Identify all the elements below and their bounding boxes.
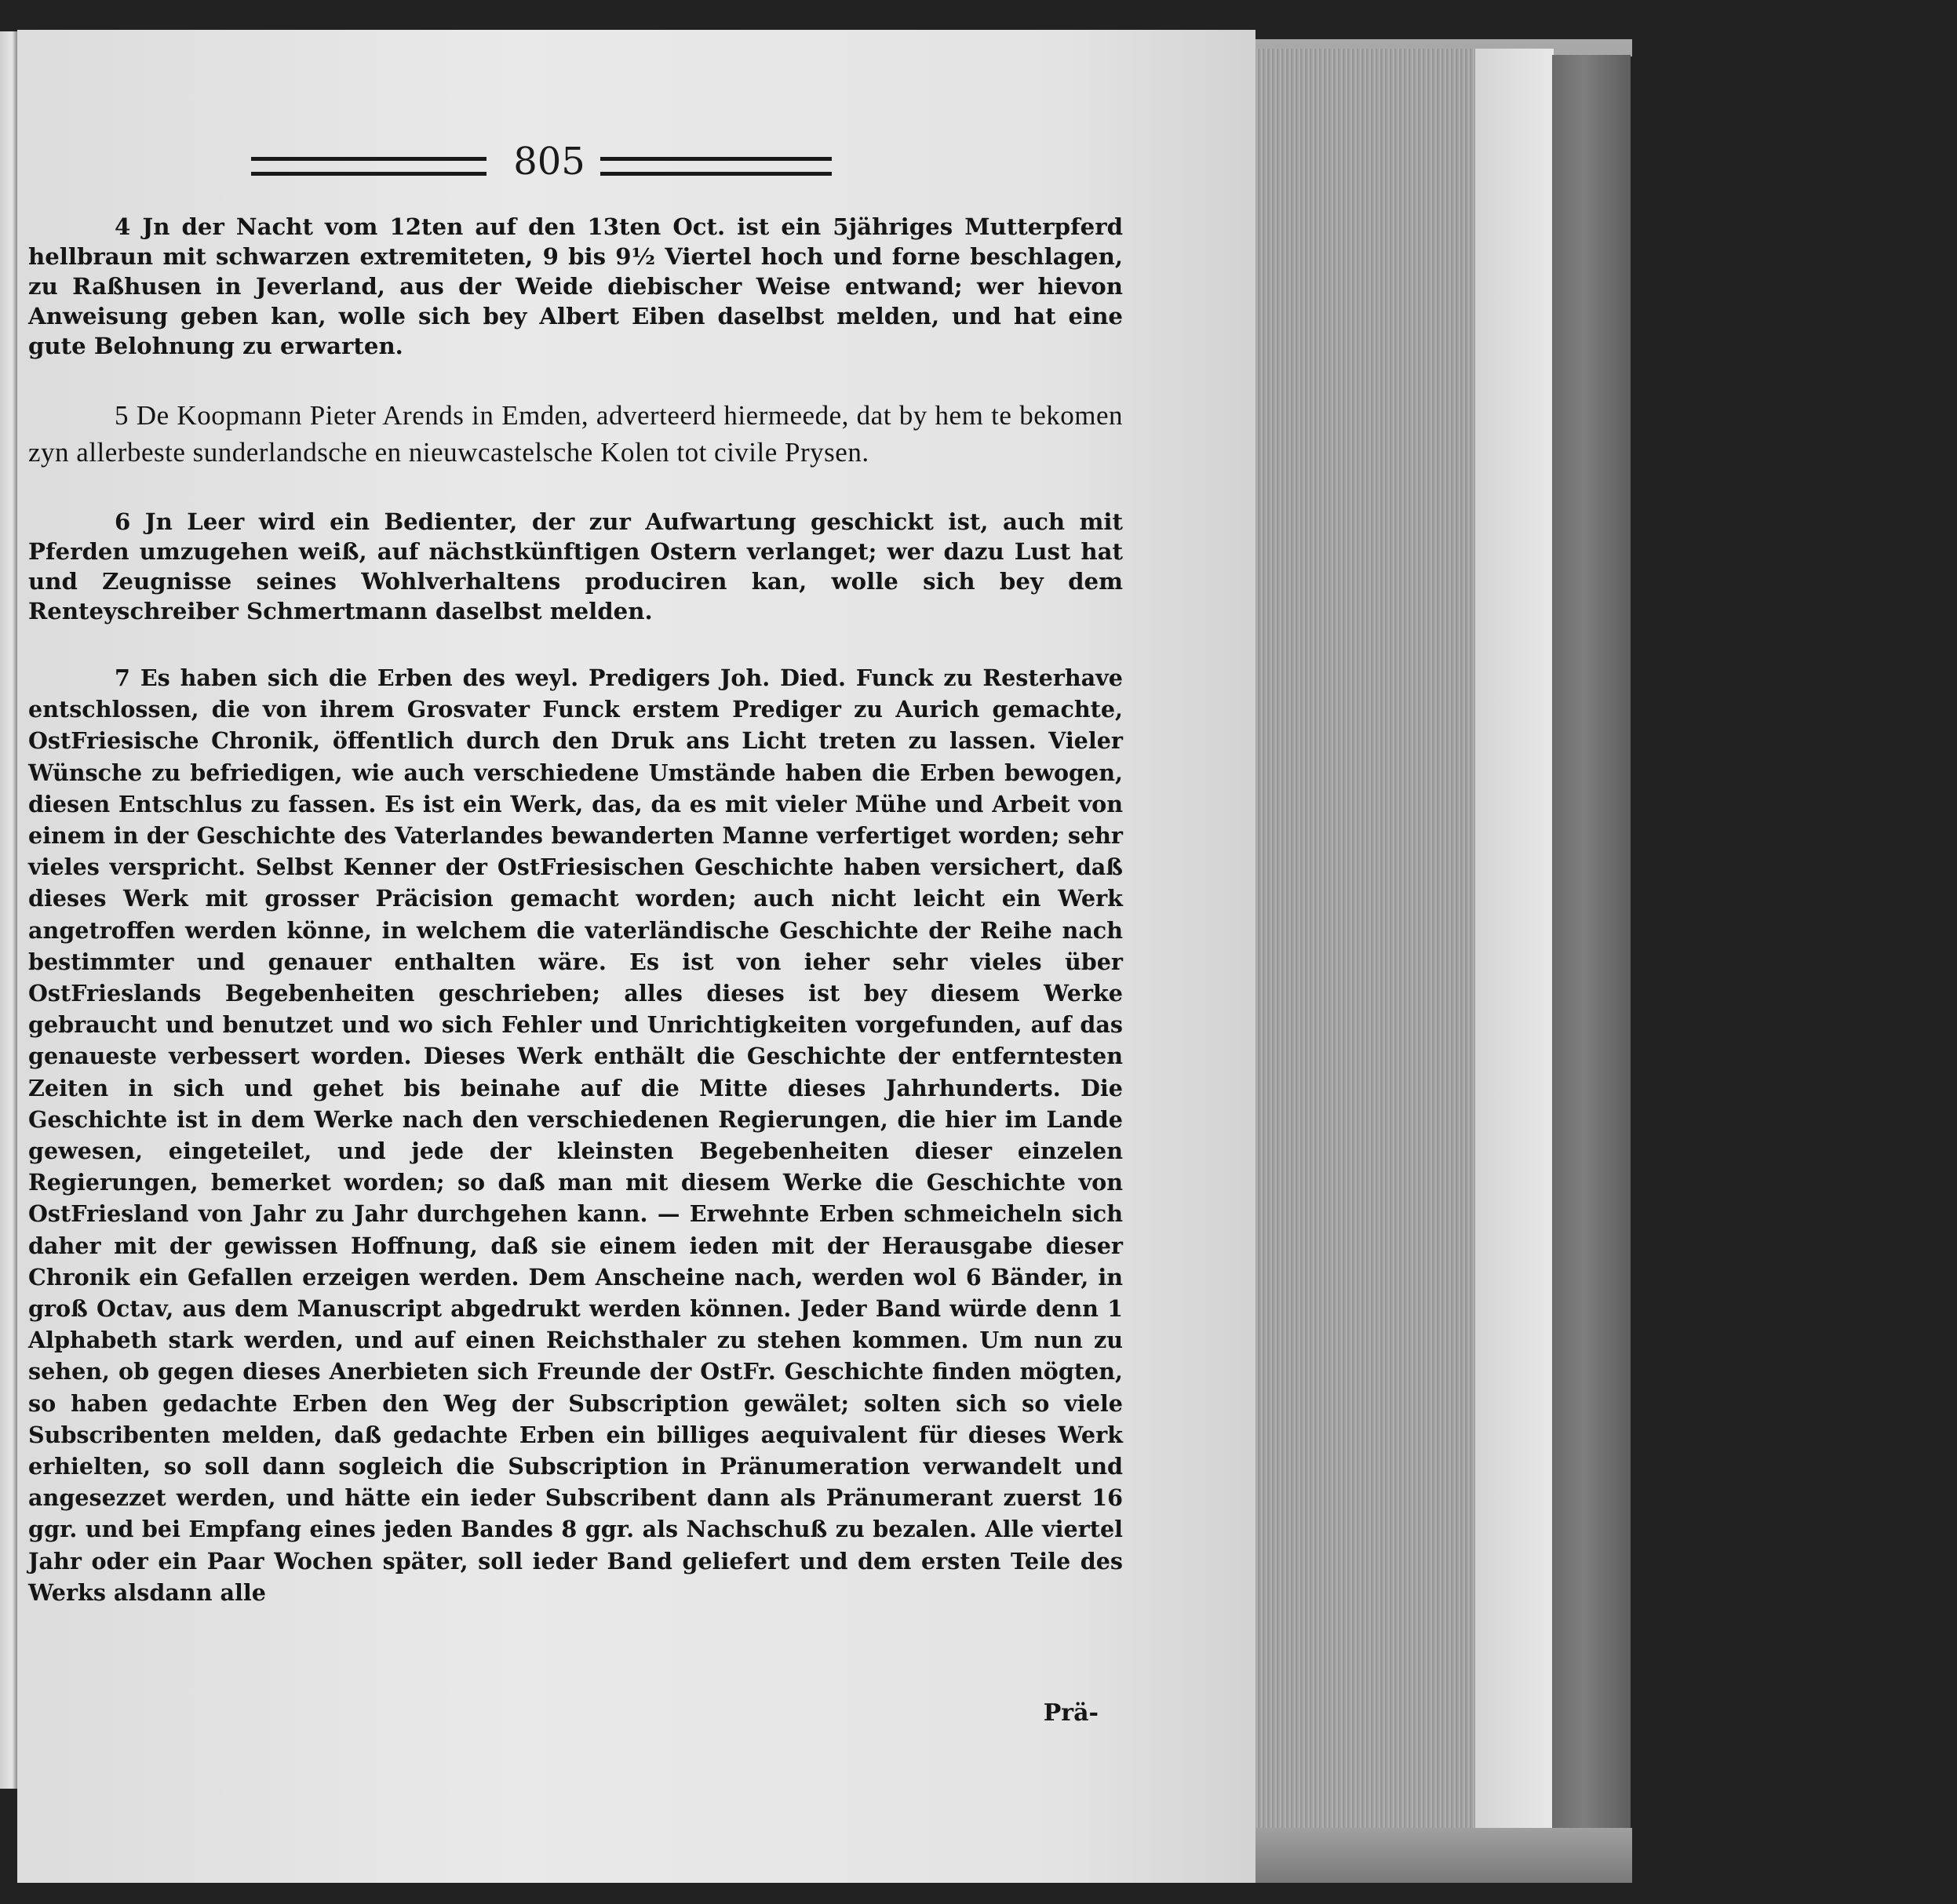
- entry-7: [28, 662, 1123, 1608]
- page-header: [251, 140, 832, 187]
- entry-6: [28, 507, 1123, 626]
- entry-text: 4 Jn der Nacht vom 12ten auf den 13ten Oct. ist ein 5jähriges Mutterpferd hellbraun mit schwarzen extremiteten, 9 bis 9½ Viertel hoch und forne beschlagen, zu Raßhusen in Jeverland, aus der Weide diebischer Weise entwand; wer hievon Anweisung geben kan, wolle sich bey Albert Eiben daselbst melden, und hat eine gute Belohnung zu erwarten.: [28, 213, 1123, 359]
- page-block-edge-light: [1475, 49, 1554, 1861]
- entry-5: [28, 397, 1123, 471]
- catchword: Prä-: [1043, 1699, 1099, 1727]
- page-block-edges: [1255, 49, 1483, 1869]
- adjacent-page-edge: [0, 31, 17, 1789]
- entry-text: 7 Es haben sich die Erben des weyl. Predigers Joh. Died. Funck zu Resterhave entschlossen, die von ihrem Grosvater Funck erstem Prediger zu Aurich gemachte, OstFriesische Chronik, öffentlich durch den Druk ans Licht treten zu lassen. Vieler Wünsche zu befriedigen, wie auch verschiedene Umstände haben die Erben bewogen, diesen Entschlus zu fassen. Es ist ein Werk, das, da es mit vieler Mühe und Arbeit von einem in der Geschichte des Vaterlandes bewanderten Manne verfertiget worden; sehr vieles verspricht. Selbst Kenner der OstFriesischen Geschichte haben versichert, daß dieses Werk mit grosser Präcision gemacht worden; auch nicht leicht ein Werk angetroffen werden könne, in welchem die vaterländische Geschichte der Reihe nach bestimmter und genauer enthalten wäre. Es ist von ieher sehr vieles über OstFrieslands Begebenheiten geschrieben; alles dieses ist bey diesem Werke gebraucht und benutzet und wo sich Fehler und Unrichtigkeiten vorgefunden, auf das genaueste verbessert worden. Dieses Werk enthält die Geschichte der entferntesten Zeiten in sich und gehet bis beinahe auf die Mitte dieses Jahrhunderts. Die Geschichte ist in dem Werke nach den verschiedenen Regierungen, die hier im Lande gewesen, eingeteilet, und jede der kleinsten Begebenheiten dieser einzelen Regierungen, bemerket worden; so daß man mit diesem Werke die Geschichte von OstFriesland von Jahr zu Jahr durchgehen kann. — Erwehnte Erben schmeicheln sich daher mit der gewissen Hoffnung, daß sie einem ieden mit der Herausgabe dieser Chronik ein Gefallen erzeigen werden. Dem Anscheine nach, werden wol 6 Bänder, in groß Octav, aus dem Manuscript abgedrukt werden können. Jeder Band würde denn 1 Alphabeth stark werden, und auf einen Reichsthaler zu stehen kommen. Um nun zu sehen, ob gegen dieses Anerbieten sich Freunde der OstFr. Geschichte finden mögten, so haben gedachte Erben den Weg der Subscription gewälet; solten sich so viele Subscribenten melden, daß gedachte Erben ein billiges aequivalent für dieses Werk erhielten, so soll dann sogleich die Subscription in Pränumeration verwandelt und angesezzet werden, und hätte ein ieder Subscribent dann als Pränumerant zuerst 16 ggr. und bei Empfang eines jeden Bandes 8 ggr. als Nachschuß zu bezalen. Alle viertel Jahr oder ein Paar Wochen später, soll ieder Band geliefert und dem ersten Teile des Werks alsdann alle: [28, 664, 1123, 1606]
- entry-4: [28, 212, 1123, 361]
- page-body: [28, 212, 1123, 1644]
- entry-text: 6 Jn Leer wird ein Bedienter, der zur Aufwartung geschickt ist, auch mit Pferden umzugehen weiß, auf nächstkünftigen Ostern verlanget; wer dazu Lust hat und Zeugnisse seines Wohlverhaltens produciren kan, wolle sich bey dem Renteyschreiber Schmertmann daselbst melden.: [28, 508, 1123, 624]
- header-rule-left: [251, 157, 487, 176]
- book-cover-board: [1552, 55, 1631, 1836]
- entry-text: 5 De Koopmann Pieter Arends in Emden, adverteerd hiermeede, dat by hem te bekomen zyn allerbeste sunderlandsche en nieuwcastelsche Kolen tot civile Prysen.: [28, 400, 1123, 468]
- header-rule-right: [600, 157, 832, 176]
- page-number: 805: [513, 140, 585, 184]
- book-cover-bottom: [1255, 1828, 1632, 1883]
